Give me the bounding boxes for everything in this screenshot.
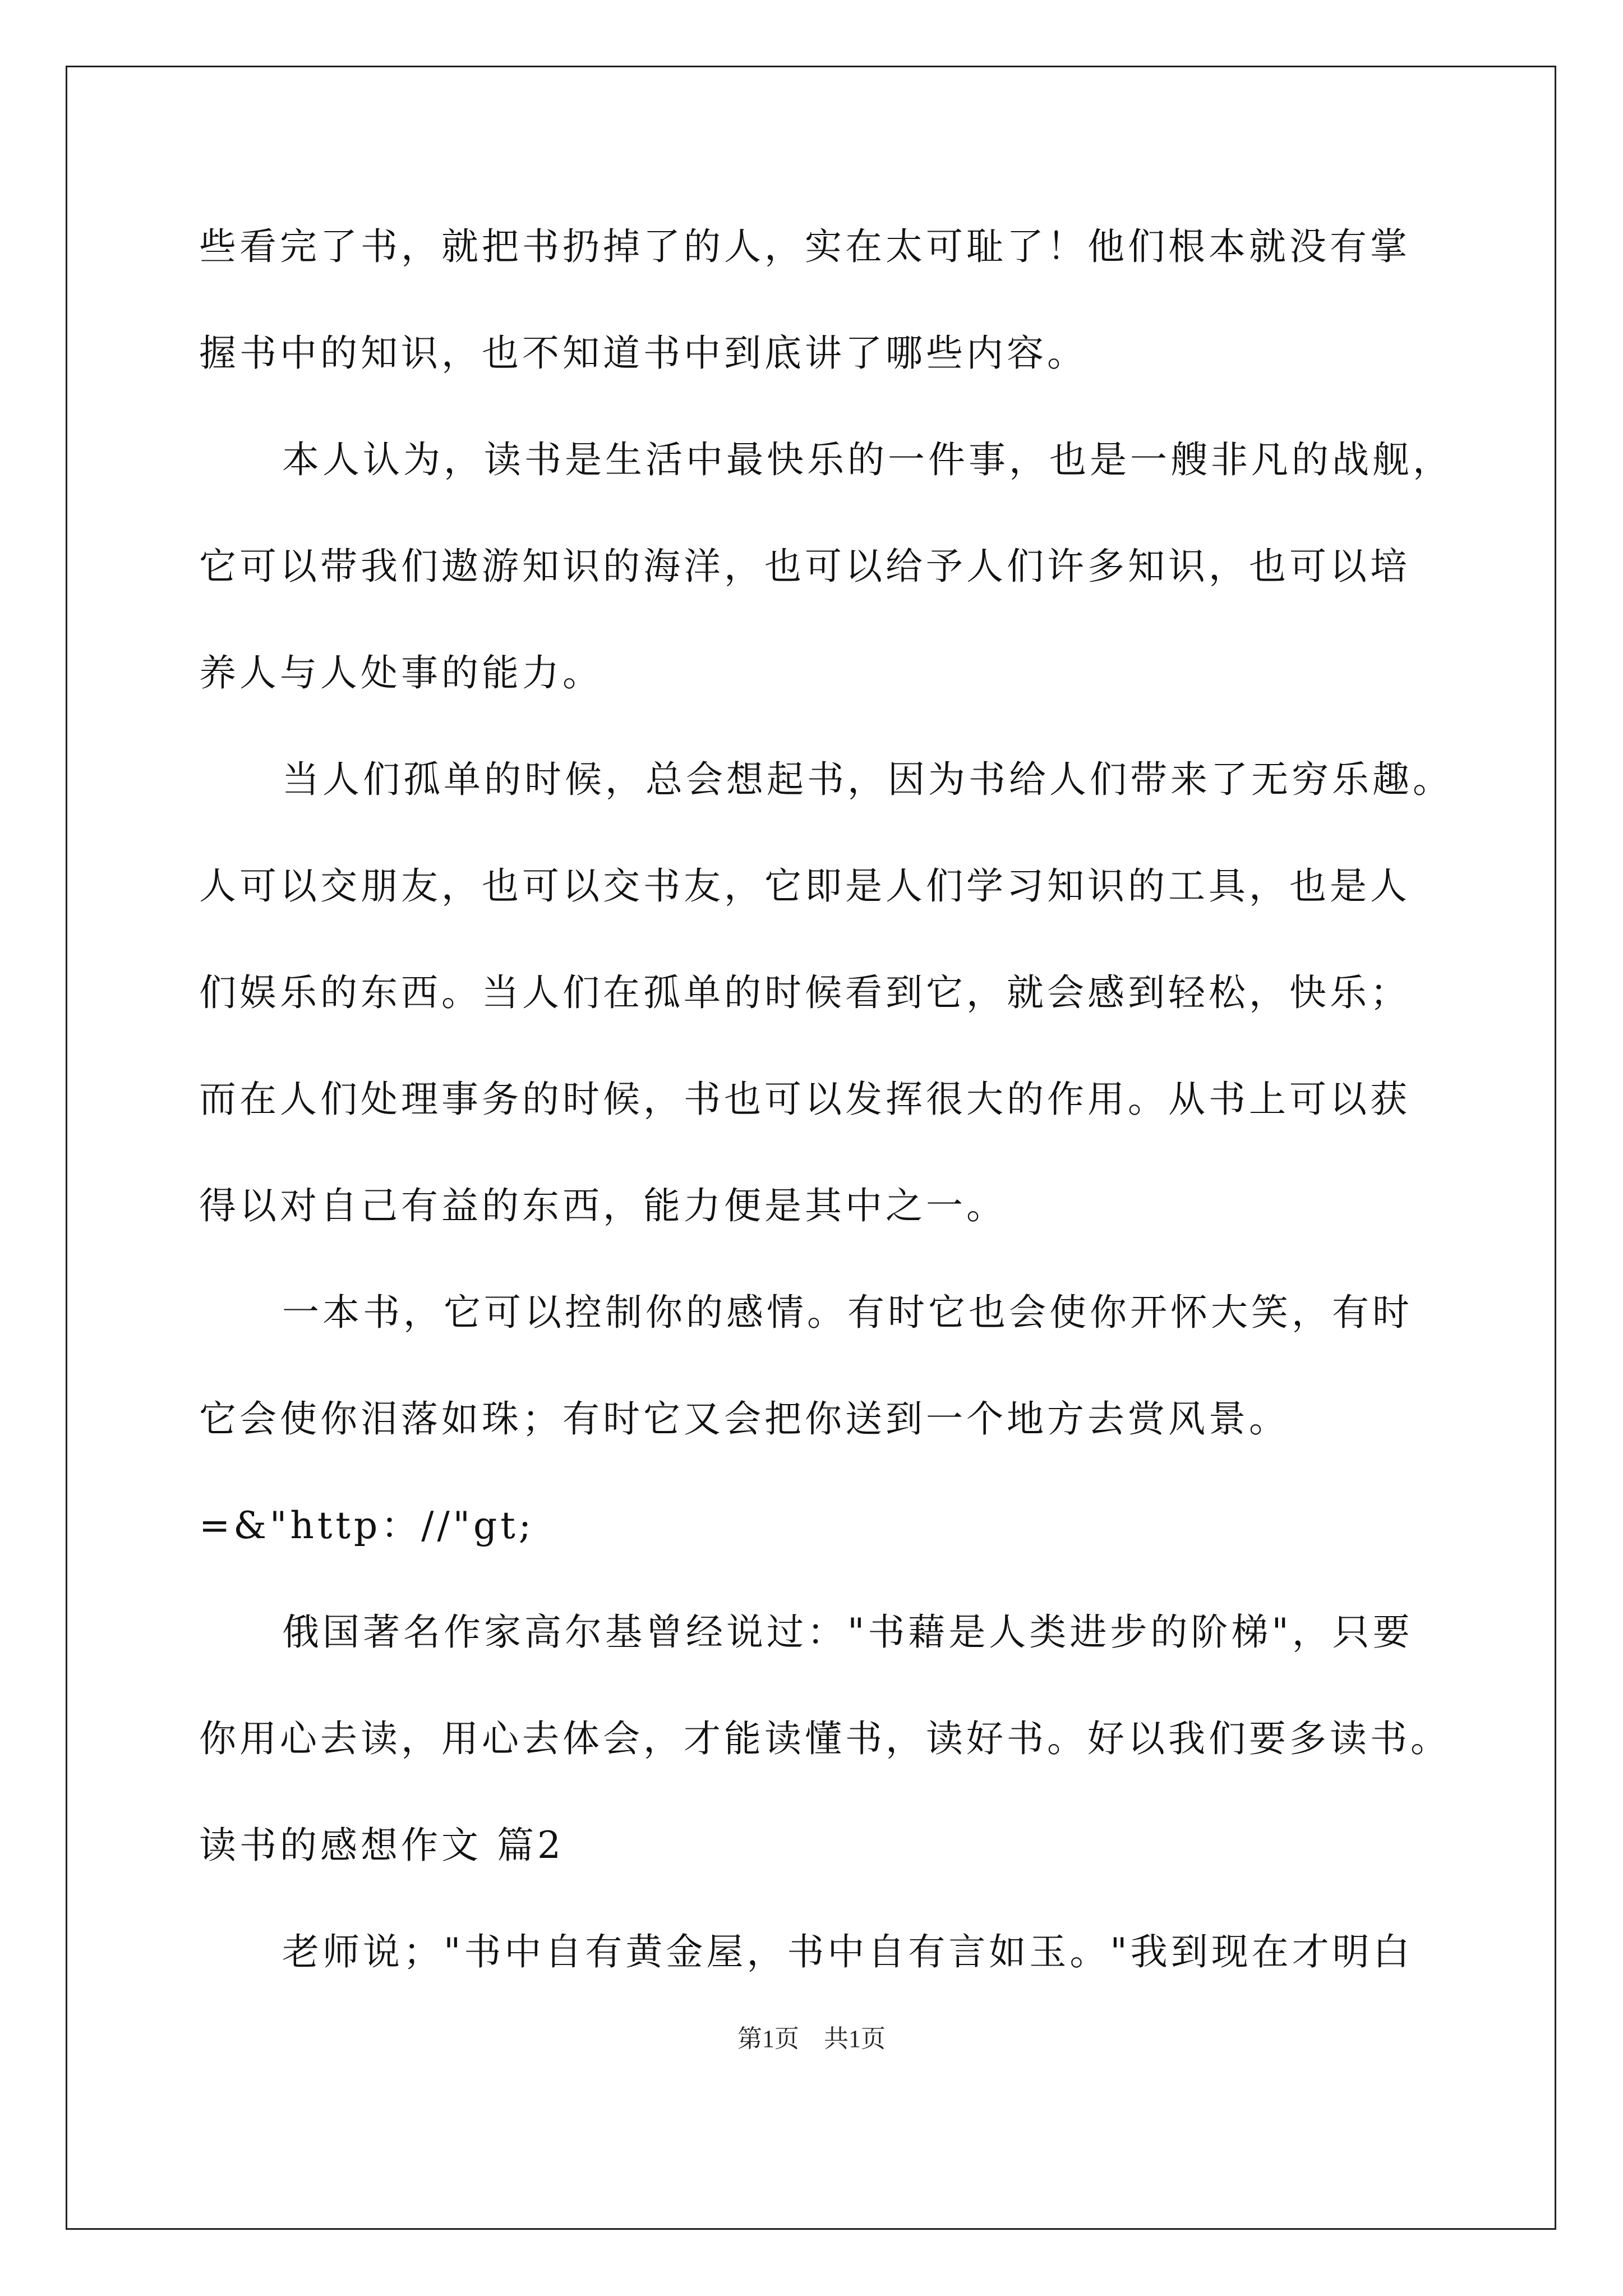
text-line: 些看完了书，就把书扔掉了的人，实在太可耻了！他们根本就没有掌 <box>199 225 1410 268</box>
paragraph-start-line: 一本书，它可以控制你的感情。有时它也会使你开怀大笑，有时 <box>282 1291 1413 1334</box>
text-line: 你用心去读，用心去体会，才能读懂书，读好书。好以我们要多读书。 <box>199 1717 1451 1760</box>
text-line: 得以对自己有益的东西，能力便是其中之一。 <box>199 1184 1007 1227</box>
text-line: =&"http：//"gt; <box>199 1504 535 1547</box>
text-line: 养人与人处事的能力。 <box>199 651 603 694</box>
paragraph-start-line: 老师说；"书中自有黄金屋，书中自有言如玉。"我到现在才明白 <box>282 1930 1413 1973</box>
text-line: 它会使你泪落如珠；有时它又会把你送到一个地方去赏风景。 <box>199 1397 1289 1441</box>
paragraph-start-line: 当人们孤单的时候，总会想起书，因为书给人们带来了无穷乐趣。 <box>282 758 1453 801</box>
text-line: 握书中的知识，也不知道书中到底讲了哪些内容。 <box>199 332 1087 375</box>
paragraph-start-line: 本人认为，读书是生活中最快乐的一件事，也是一艘非凡的战舰， <box>282 438 1453 481</box>
document-body <box>199 222 1453 1977</box>
page-footer: 第1页 共1页 <box>737 2025 886 2053</box>
paragraph-start-line: 俄国著名作家高尔基曾经说过："书藉是人类进步的阶梯"，只要 <box>282 1611 1413 1654</box>
text-line: 而在人们处理事务的时候，书也可以发挥很大的作用。从书上可以获 <box>199 1078 1410 1121</box>
text-line: 人可以交朋友，也可以交书友，它即是人们学习知识的工具，也是人 <box>199 864 1410 908</box>
text-line: 们娱乐的东西。当人们在孤单的时候看到它，就会感到轻松，快乐； <box>199 971 1410 1014</box>
section-heading: 读书的感想作文 篇2 <box>199 1824 564 1867</box>
text-line: 它可以带我们遨游知识的海洋，也可以给予人们许多知识，也可以培 <box>199 545 1410 588</box>
